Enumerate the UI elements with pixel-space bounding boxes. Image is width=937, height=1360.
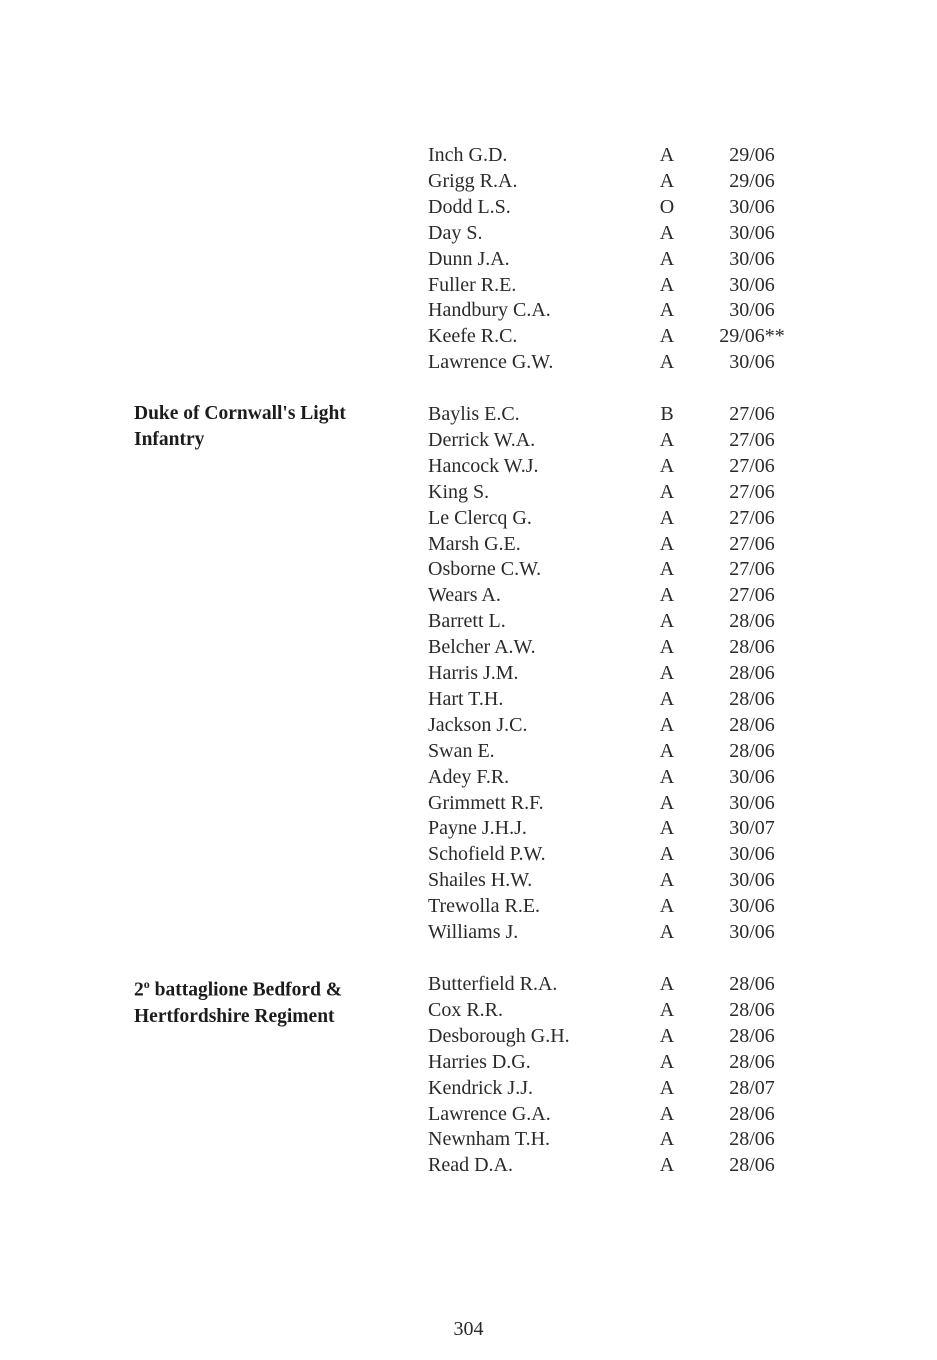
soldier-name: Dunn J.A. xyxy=(428,247,510,270)
category-code: A xyxy=(659,428,675,451)
soldier-name: Fuller R.E. xyxy=(428,273,517,296)
date-value: 27/06 xyxy=(729,584,775,607)
category-code: A xyxy=(659,144,675,166)
page-number: 304 xyxy=(453,1318,484,1340)
soldier-name: Osborne C.W. xyxy=(428,558,542,581)
soldier-name: Marsh G.E. xyxy=(428,532,521,555)
casualty-row xyxy=(0,1049,937,1075)
category-code: A xyxy=(659,662,675,684)
date-value: 28/06 xyxy=(729,713,775,736)
casualty-row xyxy=(0,427,937,453)
soldier-name: Grigg R.A. xyxy=(428,169,518,192)
soldier-name: Read D.A. xyxy=(428,1154,513,1177)
category-code: A xyxy=(659,532,675,555)
date-value: 28/06 xyxy=(729,973,775,995)
date-value: 30/06 xyxy=(729,221,775,244)
category-code: A xyxy=(659,351,675,374)
soldier-name: Harries D.G. xyxy=(428,1050,531,1073)
casualty-row xyxy=(0,867,937,893)
soldier-name: Barrett L. xyxy=(428,610,506,633)
category-code: O xyxy=(659,195,675,218)
casualty-row xyxy=(0,608,937,634)
category-code: A xyxy=(659,817,675,840)
soldier-name: Wears A. xyxy=(428,584,501,607)
category-code: A xyxy=(659,791,675,814)
unit-name-line2: Hertfordshire Regiment xyxy=(134,1005,335,1027)
date-value: 28/06 xyxy=(729,687,775,710)
category-code: A xyxy=(659,506,675,529)
casualty-row xyxy=(0,556,937,582)
date-value: 28/06 xyxy=(729,1050,775,1073)
category-code: A xyxy=(659,325,675,348)
soldier-name: Lawrence G.W. xyxy=(428,351,554,374)
soldier-name: King S. xyxy=(428,480,490,503)
date-value: 30/06 xyxy=(729,791,775,814)
casualty-row xyxy=(0,323,937,349)
soldier-name: Payne J.H.J. xyxy=(428,817,527,840)
category-code: A xyxy=(659,713,675,736)
category-code: A xyxy=(659,895,675,918)
casualty-row xyxy=(0,479,937,505)
category-code: A xyxy=(659,687,675,710)
soldier-name: Butterfield R.A. xyxy=(428,973,558,995)
date-value: 27/06 xyxy=(729,558,775,581)
date-value: 28/06 xyxy=(729,1102,775,1125)
soldier-name: Handbury C.A. xyxy=(428,299,551,322)
casualty-row xyxy=(0,246,937,272)
casualty-row xyxy=(0,220,937,246)
casualty-row xyxy=(0,582,937,608)
casualty-row xyxy=(0,764,937,790)
casualty-row xyxy=(0,142,937,168)
soldier-name: Derrick W.A. xyxy=(428,428,536,451)
soldier-name: Jackson J.C. xyxy=(428,713,528,736)
casualty-row xyxy=(0,893,937,919)
date-value: 30/06 xyxy=(729,921,775,943)
date-value: 27/06 xyxy=(729,506,775,529)
date-value: 30/06 xyxy=(729,351,775,374)
date-value: 28/07 xyxy=(729,1076,775,1099)
category-code: A xyxy=(659,998,675,1021)
date-value: 28/06 xyxy=(729,1154,775,1177)
category-code: A xyxy=(659,1050,675,1073)
date-value: 30/06 xyxy=(729,895,775,918)
casualty-row xyxy=(0,1126,937,1152)
category-code: A xyxy=(659,610,675,633)
category-code: A xyxy=(659,765,675,788)
soldier-name: Cox R.R. xyxy=(428,998,504,1021)
soldier-name: Swan E. xyxy=(428,739,495,762)
category-code: A xyxy=(659,973,675,995)
category-code: A xyxy=(659,1102,675,1125)
casualty-row xyxy=(0,194,937,220)
category-code: A xyxy=(659,454,675,477)
category-code: A xyxy=(659,739,675,762)
casualty-row xyxy=(0,168,937,194)
soldier-name: Hancock W.J. xyxy=(428,454,539,477)
soldier-name: Kendrick J.J. xyxy=(428,1076,533,1099)
soldier-name: Newnham T.H. xyxy=(428,1128,551,1151)
unit-name-line1: 2 xyxy=(134,979,144,1001)
category-code: A xyxy=(659,1128,675,1151)
date-value: 30/06 xyxy=(729,299,775,322)
soldier-name: Belcher A.W. xyxy=(428,636,536,659)
category-code: A xyxy=(659,273,675,296)
soldier-name: Baylis E.C. xyxy=(428,403,520,425)
casualty-row xyxy=(0,1075,937,1101)
soldier-name: Schofield P.W. xyxy=(428,843,546,866)
soldier-name: Inch G.D. xyxy=(428,144,508,166)
date-value: 28/06 xyxy=(729,610,775,633)
date-value: 27/06 xyxy=(729,480,775,503)
category-code: A xyxy=(659,480,675,503)
casualty-row xyxy=(0,505,937,531)
soldier-name: Grimmett R.F. xyxy=(428,791,544,814)
date-value: 29/06 xyxy=(729,144,775,166)
category-code: A xyxy=(659,1024,675,1047)
category-code: A xyxy=(659,1076,675,1099)
soldier-name: Shailes H.W. xyxy=(428,869,533,892)
casualty-row xyxy=(0,790,937,816)
date-value: 30/06 xyxy=(729,195,775,218)
date-value: 27/06 xyxy=(729,532,775,555)
casualty-row xyxy=(0,660,937,686)
date-value: 28/06 xyxy=(729,739,775,762)
casualty-row xyxy=(0,919,937,945)
unit-ordinal-superscript: o xyxy=(143,977,150,991)
date-value: 30/06 xyxy=(729,843,775,866)
soldier-name: Trewolla R.E. xyxy=(428,895,541,918)
soldier-name: Keefe R.C. xyxy=(428,325,518,348)
casualty-row xyxy=(0,997,937,1023)
soldier-name: Day S. xyxy=(428,221,483,244)
casualty-row xyxy=(0,1152,937,1178)
soldier-name: Hart T.H. xyxy=(428,687,504,710)
soldier-name: Le Clercq G. xyxy=(428,506,532,529)
casualty-row xyxy=(0,971,937,997)
casualty-row xyxy=(0,453,937,479)
date-value: 29/06** xyxy=(719,325,785,348)
date-value: 30/06 xyxy=(729,273,775,296)
category-code: A xyxy=(659,1154,675,1177)
soldier-name: Lawrence G.A. xyxy=(428,1102,551,1125)
soldier-name: Harris J.M. xyxy=(428,662,519,684)
date-value: 28/06 xyxy=(729,1128,775,1151)
casualty-row xyxy=(0,686,937,712)
category-code: A xyxy=(659,169,675,192)
unit-name-line1-rest: battaglione Bedford & xyxy=(149,979,343,1001)
date-value: 27/06 xyxy=(729,403,775,425)
casualty-row xyxy=(0,634,937,660)
date-value: 28/06 xyxy=(729,1024,775,1047)
date-value: 30/06 xyxy=(729,765,775,788)
category-code: A xyxy=(659,636,675,659)
soldier-name: Dodd L.S. xyxy=(428,195,511,218)
date-value: 29/06 xyxy=(729,169,775,192)
soldier-name: Desborough G.H. xyxy=(428,1024,570,1047)
casualty-row xyxy=(0,1023,937,1049)
category-code: A xyxy=(659,584,675,607)
date-value: 27/06 xyxy=(729,428,775,451)
date-value: 30/07 xyxy=(729,817,775,840)
date-value: 27/06 xyxy=(729,454,775,477)
casualty-row xyxy=(0,841,937,867)
unit-name-line2: Infantry xyxy=(134,429,205,450)
casualty-row xyxy=(0,712,937,738)
casualty-row xyxy=(0,1101,937,1127)
soldier-name: Adey F.R. xyxy=(428,765,510,788)
casualty-row xyxy=(0,815,937,841)
casualty-row xyxy=(0,531,937,557)
date-value: 28/06 xyxy=(729,998,775,1021)
casualty-row xyxy=(0,297,937,323)
category-code: A xyxy=(659,921,675,943)
category-code: A xyxy=(659,247,675,270)
soldier-name: Williams J. xyxy=(428,921,519,943)
casualty-row xyxy=(0,349,937,375)
category-code: A xyxy=(659,221,675,244)
date-value: 30/06 xyxy=(729,247,775,270)
category-code: B xyxy=(660,403,674,425)
casualty-row xyxy=(0,738,937,764)
category-code: A xyxy=(659,869,675,892)
date-value: 28/06 xyxy=(729,636,775,659)
casualty-row xyxy=(0,272,937,298)
casualty-row xyxy=(0,401,937,427)
category-code: A xyxy=(659,558,675,581)
date-value: 30/06 xyxy=(729,869,775,892)
date-value: 28/06 xyxy=(729,662,775,684)
category-code: A xyxy=(659,299,675,322)
category-code: A xyxy=(659,843,675,866)
unit-name-line1: Duke of Cornwall's Light xyxy=(134,403,346,424)
